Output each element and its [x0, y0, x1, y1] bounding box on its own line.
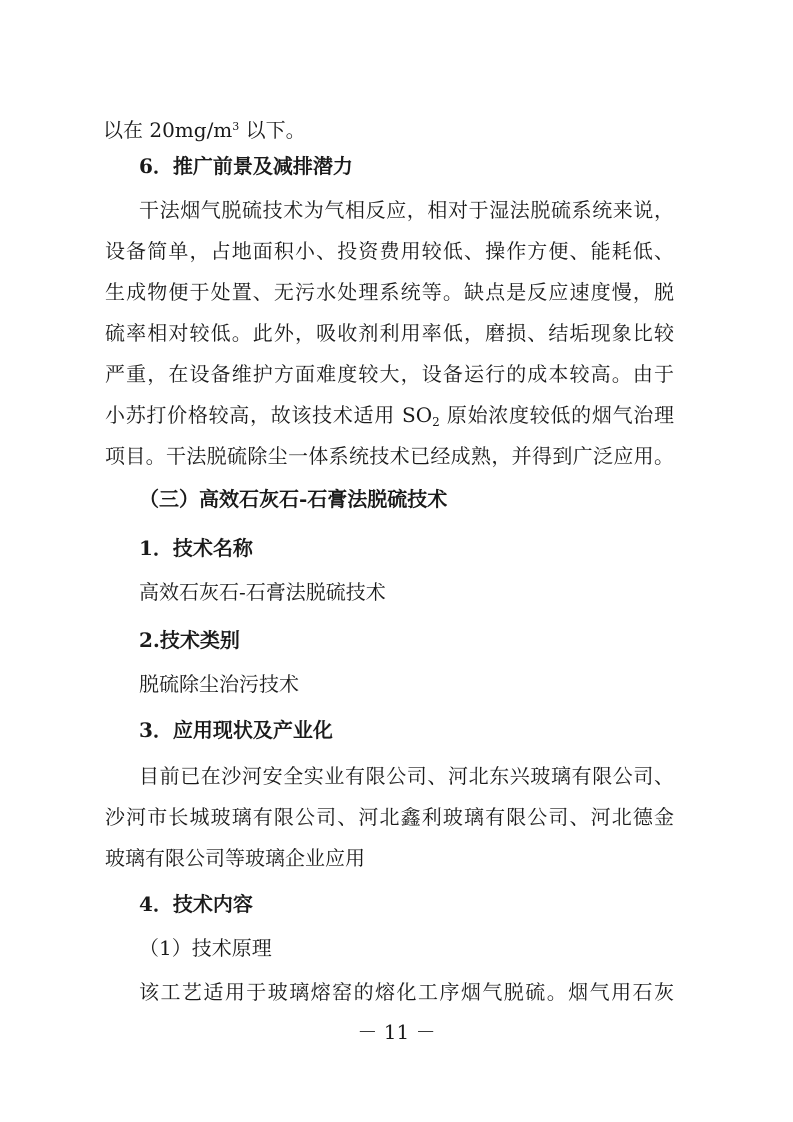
- section-heading: （三）高效石灰石-石膏法脱硫技术: [139, 487, 448, 511]
- paragraph-line: 小苏打价格较高，故该技术适用 $SO_2$ 原始浓度较低的烟气治理: [105, 403, 674, 429]
- subheading: （1）技术原理: [139, 936, 272, 960]
- paragraph-line: 干法烟气脱硫技术为气相反应，相对于湿法脱硫系统来说，: [139, 198, 674, 222]
- heading-3: 3．应用现状及产业化: [139, 718, 333, 742]
- paragraph-line: 脱硫除尘治污技术: [139, 672, 299, 696]
- heading-4: 4．技术内容: [139, 892, 253, 916]
- page-number: － 11 －: [357, 1020, 436, 1044]
- paragraph-line: 玻璃有限公司等玻璃企业应用: [105, 846, 365, 870]
- paragraph-line: 目前已在沙河安全实业有限公司、河北东兴玻璃有限公司、: [139, 764, 674, 788]
- heading-2: 2.技术类别: [139, 628, 240, 652]
- paragraph-line: 严重，在设备维护方面难度较大，设备运行的成本较高。由于: [105, 362, 674, 386]
- paragraph-line: 该工艺适用于玻璃熔窑的熔化工序烟气脱硫。烟气用石灰: [139, 980, 674, 1004]
- paragraph-line: 设备简单，占地面积小、投资费用较低、操作方便、能耗低、: [105, 239, 674, 263]
- paragraph-line: 高效石灰石-石膏法脱硫技术: [139, 580, 386, 604]
- paragraph-line: 生成物便于处置、无污水处理系统等。缺点是反应速度慢，脱: [105, 280, 674, 304]
- paragraph-line: 项目。干法脱硫除尘一体系统技术已经成熟，并得到广泛应用。: [105, 444, 674, 468]
- paragraph-line: 沙河市长城玻璃有限公司、河北鑫利玻璃有限公司、河北德金: [105, 805, 674, 829]
- heading-1: 1．技术名称: [139, 536, 253, 560]
- paragraph-line: 硫率相对较低。此外，吸收剂利用率低，磨损、结垢现象比较: [105, 321, 674, 345]
- text-line: 以在 $20mg/m^3$ 以下。: [103, 118, 306, 142]
- heading-6: 6．推广前景及减排潜力: [139, 154, 353, 178]
